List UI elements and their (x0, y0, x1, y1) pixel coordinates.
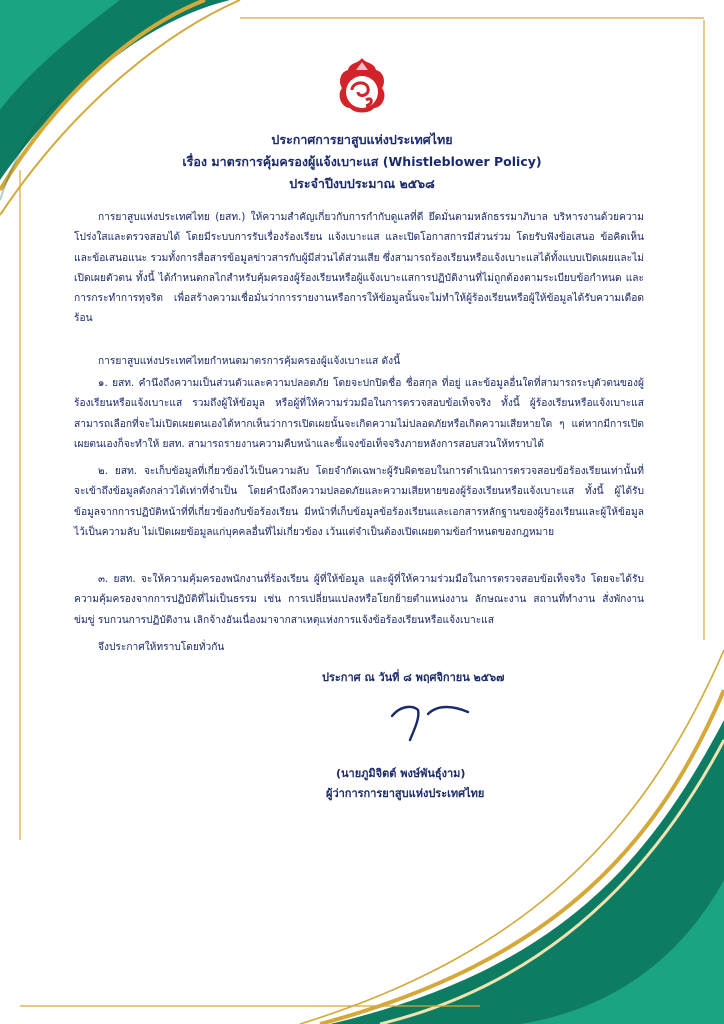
announcement-subject: เรื่อง มาตรการคุ้มครองผู้แจ้งเบาะแส (Whistleblower Policy) (182, 154, 542, 169)
announcement-date: ประกาศ ณ วันที่ ๘ พฤศจิกายน ๒๕๖๗ (322, 671, 505, 684)
measures-lead: การยาสูบแห่งประเทศไทยกำหนดมาตรการคุ้มครองผู้แจ้งเบาะแส ดังนี้ (98, 356, 401, 367)
intro-paragraph: การยาสูบแห่งประเทศไทย (ยสท.) ให้ความสำคัญเกี่ยวกับการกำกับดูแลที่ดี ยึดมั่นตามหลักธรรมาภิบาล บริหารงานด้วยความโปร่งใสและตรวจสอบได้ โดยมีระบบการรับเรื่องร้องเรียน แจ้งเบาะแส และเปิดโอกาสการมีส่วนร่วม โดยรับฟังข้อเสนอ ข้อคิดเห็นและข้อเสนอแนะ รวมทั้งการสื่อสารข้อมูลข่าวสารกับผู้มีส่วนได้ส่วนเสีย ซึ่งสามารถร้องเรียนหรือแจ้งเบาะแสได้ทั้งแบบเปิดเผยและไม่เปิดเผยตัวตน ทั้งนี้ ได้กำหนดกลไกสำหรับคุ้มครองผู้ร้องเรียนหรือผู้แจ้งเบาะแสการปฏิบัติงานที่ไม่ถูกต้องตามระเบียบข้อกำหนด และการกระทำการทุจริต เพื่อสร้างความเชื่อมั่นว่าการรายงานหรือการให้ข้อมูลนั้นจะไม่ทำให้ผู้ร้องเรียนหรือผู้ให้ข้อมูลได้รับความเดือดร้อน (74, 212, 644, 325)
tobacco-authority-logo (336, 56, 388, 118)
measure-item-1: ๑. ยสท. คำนึงถึงความเป็นส่วนตัวและความปลอดภัย โดยจะปกปิดชื่อ ชื่อสกุล ที่อยู่ และข้อมูลอื่นใดที่สามารถระบุตัวตนของผู้ร้องเรียนหรือแจ้งเบาะแส รวมถึงผู้ให้ข้อมูล หรือผู้ที่ให้ความร่วมมือในการตรวจสอบข้อเท็จจริง ทั้งนี้ ผู้ร้องเรียนหรือแจ้งเบาะแส สามารถเลือกที่จะไม่เปิดเผยตนเองได้หากเห็นว่าการเปิดเผยนั้นจะเกิดความไม่ปลอดภัยหรือเกิดความเสียหายใด ๆ แต่หากมีการเปิดเผยตนเองก็จะทำให้ ยสท. สามารถรายงานความคืบหน้าและชี้แจงข้อเท็จจริงภายหลังการสอบสวนให้ทราบได้ (74, 378, 644, 450)
signatory-position: ผู้ว่าการการยาสูบแห่งประเทศไทย (326, 787, 485, 800)
closing-line: จึงประกาศให้ทราบโดยทั่วกัน (98, 642, 225, 653)
signature (388, 696, 478, 746)
announcement-title: ประกาศการยาสูบแห่งประเทศไทย (271, 132, 453, 147)
fiscal-year: ประจำปีงบประมาณ ๒๕๖๘ (289, 176, 435, 191)
signatory-name: (นายภูมิจิตต์ พงษ์พันธุ์งาม) (336, 767, 466, 780)
measure-item-2: ๒. ยสท. จะเก็บข้อมูลที่เกี่ยวข้องไว้เป็นความลับ โดยจำกัดเฉพาะผู้รับผิดชอบในการดำเนินการตรวจสอบข้อร้องเรียนเท่านั้นที่จะเข้าถึงข้อมูลดังกล่าวได้เท่าที่จำเป็น โดยคำนึงถึงความปลอดภัยและความเสียหายของผู้ร้องเรียนหรือแจ้งเบาะแส ทั้งนี้ ผู้ได้รับข้อมูลจากการปฏิบัติหน้าที่ที่เกี่ยวข้องกับข้อร้องเรียน มีหน้าที่เก็บข้อมูลข้อร้องเรียนและเอกสารหลักฐานของผู้ร้องเรียนและผู้ให้ข้อมูลไว้เป็นความลับ ไม่เปิดเผยข้อมูลแก่บุคคลอื่นที่ไม่เกี่ยวข้อง เว้นแต่จำเป็นต้องเปิดเผยตามข้อกำหนดของกฎหมาย (74, 466, 644, 538)
measure-item-3: ๓. ยสท. จะให้ความคุ้มครองพนักงานที่ร้องเรียน ผู้ที่ให้ข้อมูล และผู้ที่ให้ความร่วมมือในการตรวจสอบข้อเท็จจริง โดยจะได้รับความคุ้มครองจากการปฏิบัติที่ไม่เป็นธรรม เช่น การเปลี่ยนแปลงหรือโยกย้ายตำแหน่งงาน ลักษณะงาน สถานที่ทำงาน สั่งพักงาน ข่มขู่ รบกวนการปฏิบัติงาน เลิกจ้างอันเนื่องมาจากสาเหตุแห่งการแจ้งข้อร้องเรียนหรือแจ้งเบาะแส (74, 574, 644, 626)
